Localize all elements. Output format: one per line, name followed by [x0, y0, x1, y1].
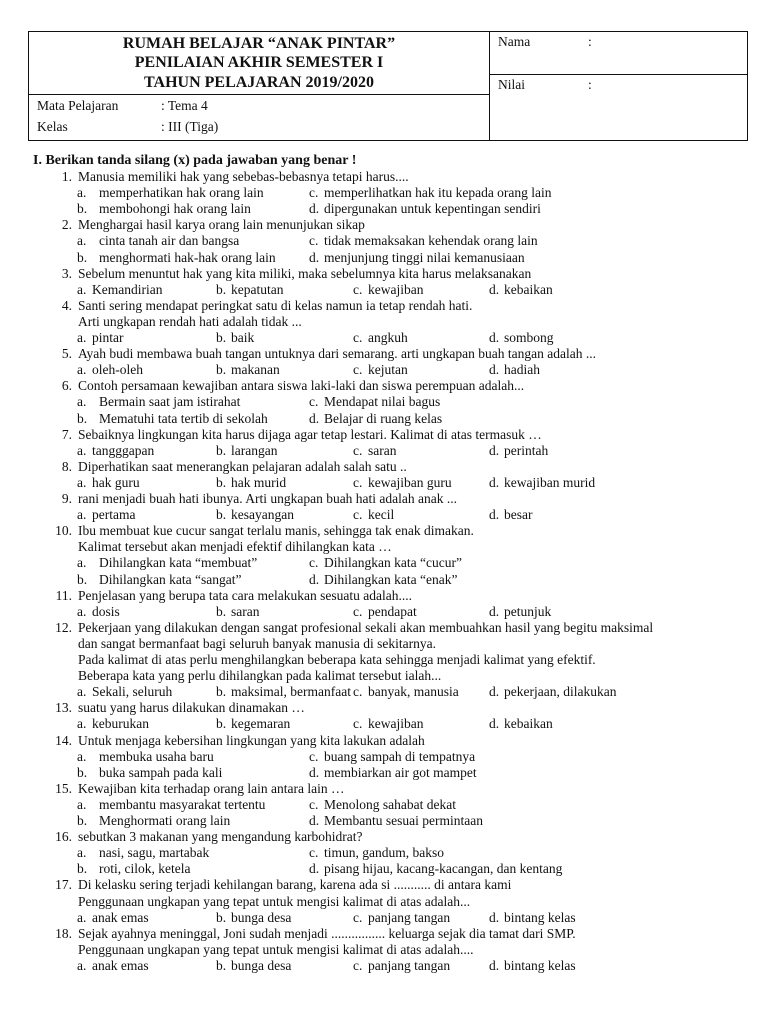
option-text[interactable]: saran	[368, 442, 397, 458]
class-label: Kelas	[37, 119, 68, 134]
option-letter[interactable]: a.	[77, 507, 87, 523]
option-text[interactable]: timun, gandum, bakso	[324, 845, 444, 861]
option-letter[interactable]: c.	[309, 555, 319, 571]
question-number: 6.	[61, 378, 72, 394]
option-letter[interactable]: d.	[489, 716, 500, 732]
question-text: Diperhatikan saat menerangkan pelajaran adalah salah satu ..	[78, 458, 407, 474]
option-letter[interactable]: d.	[309, 201, 320, 217]
header-meta	[29, 95, 489, 140]
option-text[interactable]: sombong	[504, 330, 554, 345]
option-letter[interactable]: a.	[77, 330, 87, 345]
option-letter[interactable]: a.	[77, 442, 87, 458]
option-letter[interactable]: d.	[489, 957, 500, 973]
header-title-block	[29, 32, 489, 95]
option-letter[interactable]: b.	[77, 201, 88, 217]
option-text[interactable]: menjunjung tinggi nilai kemanusiaan	[324, 249, 525, 265]
question-text: Sebaiknya lingkungan kita harus dijaga agar tetap lestari. Kalimat di atas termasuk …	[78, 426, 542, 442]
option-text[interactable]: membantu masyarakat tertentu	[99, 796, 266, 812]
question-number: 13.	[55, 700, 72, 716]
option-letter[interactable]: b.	[216, 281, 227, 297]
score-label: Nilai	[498, 77, 525, 92]
option-text[interactable]: larangan	[231, 442, 278, 458]
name-colon: :	[588, 34, 592, 49]
option-text[interactable]: tangggapan	[92, 442, 155, 458]
option-text[interactable]: saran	[231, 603, 260, 619]
option-letter[interactable]: d.	[489, 330, 500, 345]
school-name: RUMAH BELAJAR “ANAK PINTAR”	[122, 35, 396, 52]
option-letter[interactable]: b.	[216, 442, 227, 458]
option-letter[interactable]: c.	[353, 362, 363, 378]
option-text[interactable]: perintah	[504, 442, 549, 458]
header-left	[29, 32, 490, 140]
question-number: 15.	[55, 780, 72, 796]
option-letter[interactable]: c.	[353, 716, 363, 732]
question-number: 4.	[61, 297, 72, 313]
question-number: 7.	[61, 426, 72, 442]
question-text: Ibu membuat kue cucur sangat terlalu manis, sehingga tak enak dimakan.	[78, 523, 474, 539]
question-text: Sebelum menuntut hak yang kita miliki, maka sebelumnya kita harus melaksanakan	[78, 265, 532, 281]
option-text[interactable]: pekerjaan, dilakukan	[504, 684, 617, 700]
option-text[interactable]: Kemandirian	[92, 281, 163, 297]
option-letter[interactable]: c.	[353, 684, 363, 700]
option-text[interactable]: Sekali, seluruh	[92, 684, 173, 700]
question-text: Penggunaan ungkapan yang tepat untuk mengisi kalimat di atas adalah...	[78, 893, 471, 909]
option-letter[interactable]: a.	[77, 909, 87, 925]
question-number: 3.	[61, 265, 72, 281]
option-letter[interactable]: d.	[309, 571, 320, 587]
option-text[interactable]: anak emas	[92, 909, 149, 925]
score-field[interactable]	[490, 75, 747, 140]
question-text: Santi sering mendapat peringkat satu di kelas namun ia tetap rendah hati.	[78, 297, 473, 313]
question-text: Kalimat tersebut akan menjadi efektif dihilangkan kata …	[78, 539, 392, 555]
option-text[interactable]: panjang tangan	[368, 957, 451, 973]
question-number: 10.	[55, 523, 72, 539]
option-text[interactable]: makanan	[231, 362, 280, 378]
question-text: sebutkan 3 makanan yang mengandung karbohidrat?	[78, 829, 363, 845]
option-text[interactable]: pintar	[92, 330, 124, 345]
option-text[interactable]: bintang kelas	[504, 957, 576, 973]
question-text: Kewajiban kita terhadap orang lain antara lain …	[78, 780, 345, 796]
subject-value: : Tema 4	[161, 98, 208, 113]
option-text[interactable]: banyak, manusia	[368, 684, 459, 700]
option-letter[interactable]: c.	[309, 748, 319, 764]
option-text[interactable]: kebaikan	[504, 716, 553, 732]
option-text[interactable]: Belajar di ruang kelas	[324, 410, 443, 426]
option-text[interactable]: bunga desa	[231, 957, 292, 973]
option-letter[interactable]: a.	[77, 362, 87, 378]
question-text: Di kelasku sering terjadi kehilangan barang, karena ada si ........... di antara kami	[78, 877, 512, 893]
option-letter[interactable]: b.	[77, 571, 88, 587]
option-letter[interactable]: c.	[353, 442, 363, 458]
option-text[interactable]: oleh-oleh	[92, 362, 143, 378]
question-number: 17.	[55, 877, 72, 893]
option-text[interactable]: keburukan	[92, 716, 149, 732]
option-text[interactable]: Menolong sahabat dekat	[324, 796, 456, 812]
option-text[interactable]: nasi, sagu, martabak	[99, 845, 210, 861]
option-letter[interactable]: a.	[77, 748, 87, 764]
option-letter[interactable]: d.	[489, 909, 500, 925]
option-text[interactable]: bunga desa	[231, 909, 292, 925]
option-letter[interactable]: b.	[216, 603, 227, 619]
option-text[interactable]: cinta tanah air dan bangsa	[99, 233, 240, 249]
option-letter[interactable]: a.	[77, 684, 87, 700]
name-label: Nama	[498, 34, 531, 49]
option-letter[interactable]: b.	[216, 507, 227, 523]
question-text: Arti ungkapan rendah hati adalah tidak ...	[78, 313, 302, 329]
option-letter[interactable]: c.	[309, 845, 319, 861]
option-letter[interactable]: c.	[309, 796, 319, 812]
option-text[interactable]: Dihilangkan kata “cucur”	[324, 555, 462, 571]
option-letter[interactable]: b.	[77, 410, 88, 426]
option-letter[interactable]: b.	[77, 813, 88, 828]
option-text[interactable]: petunjuk	[504, 603, 552, 619]
option-letter[interactable]: a.	[77, 474, 87, 490]
option-text[interactable]: Bermain saat jam istirahat	[99, 394, 241, 410]
option-letter[interactable]: b.	[77, 861, 88, 877]
option-letter[interactable]: b.	[216, 909, 227, 925]
option-text[interactable]: membohongi hak orang lain	[99, 201, 251, 217]
option-letter[interactable]: d.	[489, 684, 500, 700]
option-letter[interactable]: b.	[216, 957, 227, 973]
option-letter[interactable]: c.	[353, 957, 363, 973]
question-text: Sejak ayahnya meninggal, Joni sudah menjadi ................ keluarga sejak dia tamat dari SMP.	[78, 925, 576, 941]
option-letter[interactable]: a.	[77, 845, 87, 861]
header-right	[490, 32, 747, 140]
option-letter[interactable]: c.	[353, 281, 363, 297]
question-text: Pekerjaan yang dilakukan dengan sangat profesional sekali akan membuahkan hasil yang begitu maksimal	[78, 619, 654, 635]
option-text[interactable]: memperhatikan hak orang lain	[99, 185, 264, 201]
option-letter[interactable]: b.	[216, 716, 227, 732]
option-text[interactable]: kesayangan	[231, 507, 294, 523]
option-letter[interactable]: b.	[216, 684, 227, 700]
option-text[interactable]: Mematuhi tata tertib di sekolah	[99, 410, 268, 426]
option-letter[interactable]: d.	[309, 861, 320, 877]
option-text[interactable]: menghormati hak-hak orang lain	[99, 249, 276, 265]
option-letter[interactable]: a.	[77, 957, 87, 973]
name-field[interactable]	[490, 32, 747, 75]
option-text[interactable]: Menghormati orang lain	[99, 813, 231, 828]
option-text[interactable]: hak murid	[231, 474, 287, 490]
option-text[interactable]: membuka usaha baru	[99, 748, 214, 764]
option-text[interactable]: pendapat	[368, 603, 417, 619]
question-text: Penggunaan ungkapan yang tepat untuk mengisi kalimat di atas adalah....	[78, 941, 474, 957]
question-number: 12.	[55, 619, 72, 635]
score-colon: :	[588, 77, 592, 92]
question-text: suatu yang harus dilakukan dinamakan …	[78, 700, 305, 716]
option-text[interactable]: Dihilangkan kata “enak”	[324, 571, 458, 587]
option-letter[interactable]: d.	[489, 281, 500, 297]
option-letter[interactable]: c.	[353, 909, 363, 925]
question-number: 5.	[61, 346, 72, 362]
option-letter[interactable]: d.	[489, 507, 500, 523]
option-letter[interactable]: b.	[216, 362, 227, 378]
option-text[interactable]: kepatutan	[231, 281, 284, 297]
question-number: 11.	[55, 587, 72, 603]
option-text[interactable]: buang sampah di tempatnya	[324, 748, 476, 764]
option-letter[interactable]: a.	[77, 716, 87, 732]
option-text[interactable]: buka sampah pada kali	[99, 764, 223, 780]
question-number: 2.	[61, 217, 72, 233]
option-text[interactable]: baik	[231, 330, 255, 345]
option-letter[interactable]: d.	[489, 603, 500, 619]
option-text[interactable]: kewajiban	[368, 281, 424, 297]
option-letter[interactable]: d.	[309, 410, 320, 426]
option-text[interactable]: memperlihatkan hak itu kepada orang lain	[324, 185, 552, 201]
question-text: Menghargai hasil karya orang lain menunjukan sikap	[78, 217, 365, 233]
option-letter[interactable]: b.	[216, 474, 227, 490]
option-text[interactable]: roti, cilok, ketela	[99, 861, 191, 877]
exam-header	[28, 31, 748, 141]
question-text: dan sangat bermanfaat bagi seluruh banyak manusia di sekitarnya.	[78, 635, 437, 651]
option-letter[interactable]: c.	[309, 233, 319, 249]
option-text[interactable]: kegemaran	[231, 716, 291, 732]
question-number: 9.	[61, 491, 72, 506]
question-text: Contoh persamaan kewajiban antara siswa laki-laki dan siswa perempuan adalah...	[78, 378, 525, 394]
option-letter[interactable]: d.	[489, 474, 500, 490]
option-letter[interactable]: d.	[489, 442, 500, 458]
question-text: Manusia memiliki hak yang sebebas-bebasnya tetapi harus....	[78, 169, 409, 184]
option-text[interactable]: hadiah	[504, 362, 540, 378]
question-number: 1.	[61, 169, 72, 184]
option-text[interactable]: kecil	[368, 507, 395, 523]
option-letter[interactable]: a.	[77, 555, 87, 571]
option-letter[interactable]: d.	[489, 362, 500, 378]
option-text[interactable]: maksimal, bermanfaat	[231, 684, 351, 700]
question-number: 16.	[55, 829, 72, 845]
option-letter[interactable]: d.	[309, 249, 320, 265]
question-text: Beberapa kata yang perlu dihilangkan pada kalimat tersebut ialah...	[78, 668, 442, 684]
option-text[interactable]: Dihilangkan kata “sangat”	[99, 571, 242, 587]
exam-name: PENILAIAN AKHIR SEMESTER I	[134, 54, 384, 71]
option-text[interactable]: hak guru	[92, 474, 140, 490]
option-text[interactable]: dipergunakan untuk kepentingan sendiri	[324, 201, 541, 217]
option-letter[interactable]: d.	[309, 813, 320, 828]
option-letter[interactable]: a.	[77, 185, 87, 201]
option-text[interactable]: dosis	[92, 603, 120, 619]
option-text[interactable]: kejutan	[368, 362, 408, 378]
question-text: rani menjadi buah hati ibunya. Arti ungkapan buah hati adalah anak ...	[78, 491, 458, 506]
option-text[interactable]: anak emas	[92, 957, 149, 973]
option-letter[interactable]: c.	[353, 603, 363, 619]
option-text[interactable]: Dihilangkan kata “membuat”	[99, 555, 258, 571]
option-letter[interactable]: b.	[216, 330, 227, 345]
option-text[interactable]: membiarkan air got mampet	[324, 764, 477, 780]
option-letter[interactable]: c.	[353, 474, 363, 490]
option-letter[interactable]: a.	[77, 233, 87, 249]
option-letter[interactable]: a.	[77, 394, 87, 410]
option-text[interactable]: pisang hijau, kacang-kacangan, dan kentang	[324, 861, 563, 877]
option-text[interactable]: angkuh	[368, 330, 408, 345]
option-text[interactable]: Membantu sesuai permintaan	[324, 813, 483, 828]
class-value: : III (Tiga)	[161, 119, 219, 134]
option-text[interactable]: panjang tangan	[368, 909, 451, 925]
option-letter[interactable]: a.	[77, 796, 87, 812]
option-letter[interactable]: b.	[77, 764, 88, 780]
section-title: I. Berikan tanda silang (x) pada jawaban yang benar !	[33, 153, 357, 168]
option-letter[interactable]: c.	[353, 330, 363, 345]
question-number: 18.	[55, 925, 72, 941]
option-text[interactable]: kewajiban guru	[368, 474, 452, 490]
question-number: 8.	[61, 458, 72, 474]
option-text[interactable]: bintang kelas	[504, 909, 576, 925]
question-text: Pada kalimat di atas perlu menghilangkan beberapa kata sehingga menjadi kalimat yang efektif.	[78, 652, 596, 667]
option-letter[interactable]: a.	[77, 603, 87, 619]
question-number: 14.	[55, 732, 72, 748]
option-letter[interactable]: c.	[353, 507, 363, 523]
question-text: Ayah budi membawa buah tangan untuknya dari semarang. arti ungkapan buah tangan adalah ...	[78, 346, 596, 362]
option-letter[interactable]: d.	[309, 764, 320, 780]
option-text[interactable]: pertama	[92, 507, 136, 523]
option-letter[interactable]: c.	[309, 185, 319, 201]
option-letter[interactable]: a.	[77, 281, 87, 297]
option-text[interactable]: tidak memaksakan kehendak orang lain	[324, 233, 538, 249]
option-text[interactable]: Mendapat nilai bagus	[324, 394, 441, 410]
subject-label: Mata Pelajaran	[37, 98, 119, 113]
question-text: Untuk menjaga kebersihan lingkungan yang kita lakukan adalah	[78, 732, 425, 748]
option-letter[interactable]: c.	[309, 394, 319, 410]
question-text: Penjelasan yang berupa tata cara melakukan sesuatu adalah....	[78, 587, 412, 603]
option-text[interactable]: kewajiban	[368, 716, 424, 732]
option-text[interactable]: kebaikan	[504, 281, 553, 297]
option-letter[interactable]: b.	[77, 249, 88, 265]
option-text[interactable]: besar	[504, 507, 533, 523]
option-text[interactable]: kewajiban murid	[504, 474, 596, 490]
academic-year: TAHUN PELAJARAN 2019/2020	[144, 74, 374, 91]
